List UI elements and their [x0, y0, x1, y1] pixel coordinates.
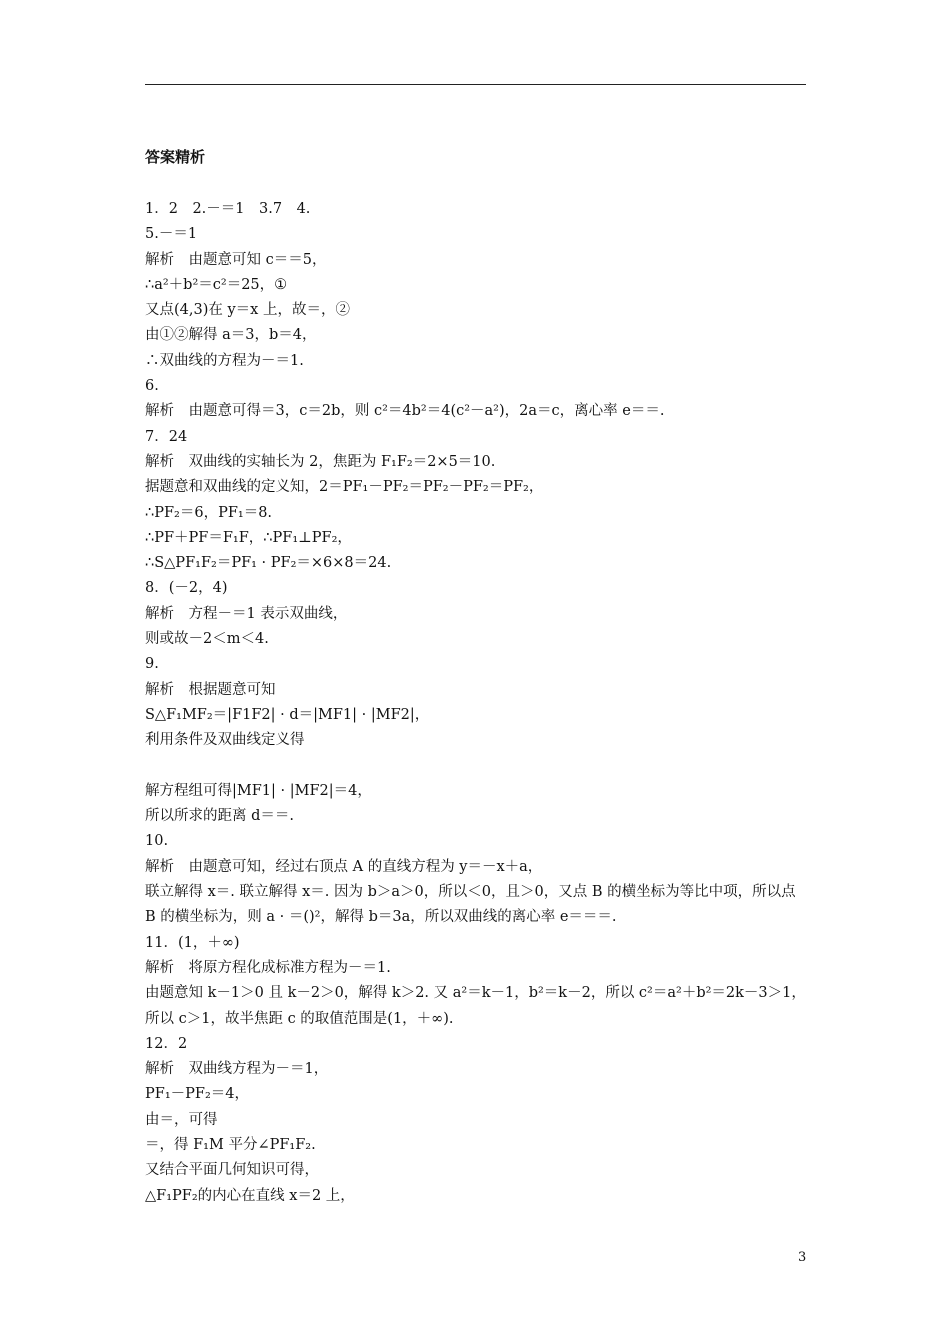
text-line: 解析 双曲线的实轴长为 2，焦距为 F₁F₂＝2×5＝10.: [145, 453, 496, 470]
blank-line: [145, 754, 807, 779]
text-paragraph: 联立解得 x＝. 联立解得 x＝. 因为 b＞a＞0，所以＜0，且＞0，又点 B 的横坐标为等比中项，所以点 B 的横坐标为，则 a · ＝()²，解得 b＝3a，所以双曲线的离心率 e＝＝＝.: [145, 884, 796, 926]
text-line: 1．2 2.－＝1 3.7 4.: [145, 201, 311, 217]
text-line: 则或故－2＜m＜4.: [145, 631, 269, 648]
text-line: ＝，得 F₁M 平分∠PF₁F₂.: [145, 1136, 316, 1153]
text-line: 5.－＝1: [145, 226, 198, 243]
text-line: ∴双曲线的方程为－＝1.: [145, 352, 304, 369]
text-line: S△F₁MF₂＝|F1F2| · d＝|MF1| · |MF2|，: [145, 706, 430, 723]
text-line: ∴PF₂＝6，PF₁＝8.: [145, 504, 273, 521]
text-line: △F₁PF₂的内心在直线 x＝2 上，: [145, 1187, 355, 1204]
header-rule: [145, 84, 806, 85]
text-line: 解析 方程－＝1 表示双曲线，: [145, 605, 348, 622]
text-line: 解析 由题意可知 c＝＝5，: [145, 251, 327, 268]
text-line: 解析 由题意可得＝3，c＝2b，则 c²＝4b²＝4(c²－a²)，2a＝c，离心率 e＝＝.: [145, 403, 665, 420]
answer-body: [145, 197, 807, 1209]
text-line: 10.: [145, 833, 169, 850]
text-line: 由①②解得 a＝3，b＝4，: [145, 327, 317, 344]
text-line: ∴S△PF₁F₂＝PF₁ · PF₂＝×6×8＝24.: [145, 555, 392, 572]
text-line: 12．2: [145, 1035, 188, 1052]
text-line: PF₁－PF₂＝4，: [145, 1086, 249, 1103]
text-line: 11．(1，＋∞): [145, 934, 240, 951]
text-line: 又结合平面几何知识可得，: [145, 1162, 319, 1179]
text-line: 解析 双曲线方程为－＝1，: [145, 1061, 329, 1078]
text-line: 又点(4,3)在 y＝x 上，故＝，②: [145, 302, 350, 319]
text-line: 7．24: [145, 428, 188, 445]
text-line: 解方程组可得|MF1| · |MF2|＝4，: [145, 782, 372, 799]
text-line: 6.: [145, 378, 159, 395]
text-line: 9.: [145, 656, 159, 673]
text-line: 解析 由题意可知，经过右顶点 A 的直线方程为 y＝－x＋a，: [145, 858, 543, 875]
text-line: 8．(－2，4): [145, 580, 228, 597]
text-line: 所以所求的距离 d＝＝.: [145, 808, 294, 825]
page-number: 3: [798, 1250, 807, 1265]
text-line: ∴a²＋b²＝c²＝25，①: [145, 276, 288, 293]
section-heading: 答案精析: [145, 148, 206, 166]
text-line: ∴PF＋PF＝F₁F，∴PF₁⊥PF₂，: [145, 529, 352, 546]
text-paragraph: 由题意知 k－1＞0 且 k－2＞0，解得 k＞2. 又 a²＝k－1，b²＝k－2，所以 c²＝a²＋b²＝2k－3＞1，所以 c＞1，故半焦距 c 的取值范围是(1，＋∞).: [145, 985, 806, 1027]
text-line: 据题意和双曲线的定义知，2＝PF₁－PF₂＝PF₂－PF₂＝PF₂，: [145, 479, 544, 496]
text-line: 利用条件及双曲线定义得: [145, 732, 305, 749]
text-line: 解析 将原方程化成标准方程为－＝1.: [145, 959, 391, 976]
text-line: 由＝，可得: [145, 1111, 218, 1128]
text-line: 解析 根据题意可知: [145, 681, 276, 698]
